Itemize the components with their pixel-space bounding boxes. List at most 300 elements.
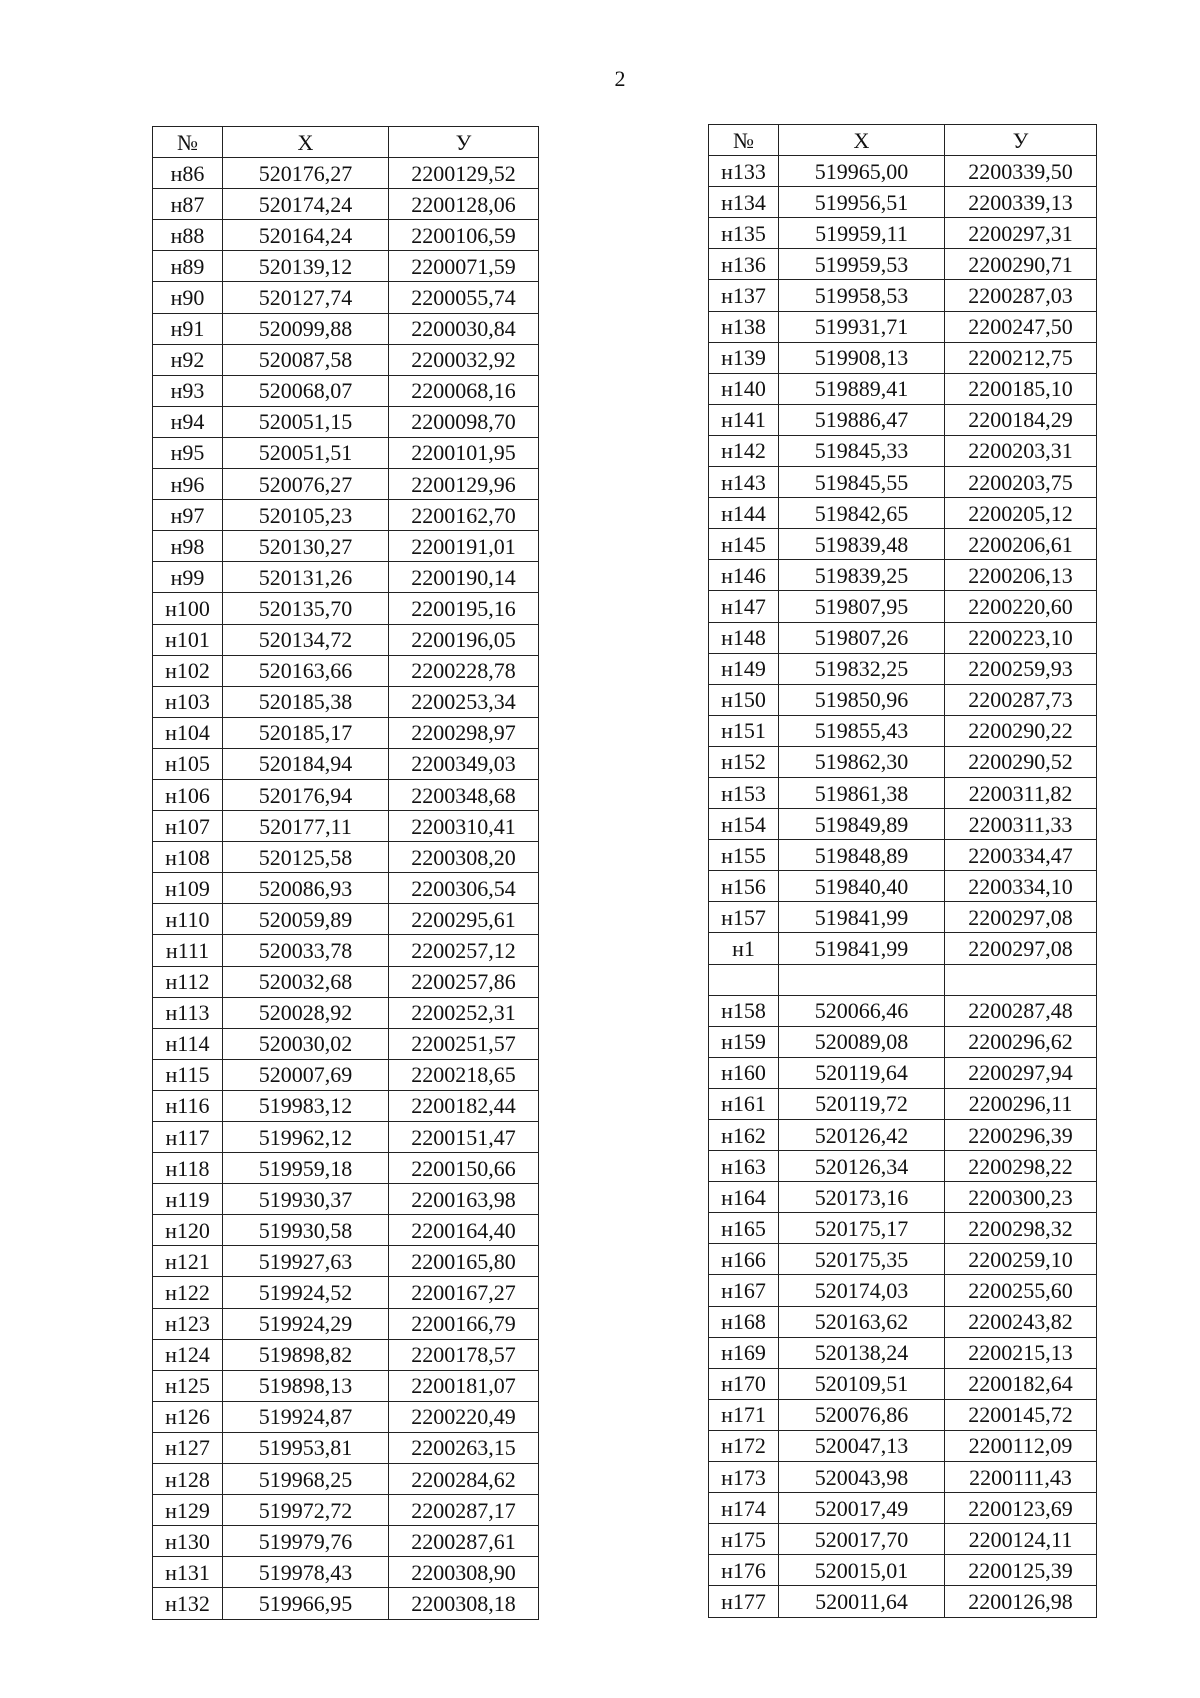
x-coordinate-cell: 519898,13 bbox=[223, 1370, 389, 1401]
point-number-cell: н119 bbox=[153, 1184, 223, 1215]
table-row bbox=[153, 624, 539, 655]
point-number-cell: н100 bbox=[153, 593, 223, 624]
table-row bbox=[709, 1368, 1097, 1399]
x-coordinate-cell: 519807,95 bbox=[779, 591, 945, 622]
x-coordinate-cell: 519807,26 bbox=[779, 622, 945, 653]
point-number-cell: н116 bbox=[153, 1090, 223, 1121]
y-coordinate-cell: 2200297,31 bbox=[945, 218, 1097, 249]
point-number-cell: н157 bbox=[709, 902, 779, 933]
table-row bbox=[709, 1120, 1097, 1151]
table-row bbox=[709, 1275, 1097, 1306]
point-number-cell: н164 bbox=[709, 1182, 779, 1213]
y-coordinate-cell: 2200310,41 bbox=[389, 811, 539, 842]
coordinates-table-right bbox=[708, 124, 1097, 1618]
point-number-cell: н131 bbox=[153, 1557, 223, 1588]
table-row bbox=[709, 1151, 1097, 1182]
table-row bbox=[709, 653, 1097, 684]
x-coordinate-cell: 520127,74 bbox=[223, 282, 389, 313]
point-number-cell: н123 bbox=[153, 1308, 223, 1339]
table-row bbox=[153, 1432, 539, 1463]
table-row bbox=[153, 1339, 539, 1370]
table-row bbox=[153, 1277, 539, 1308]
y-coordinate-cell: 2200298,97 bbox=[389, 717, 539, 748]
table-row bbox=[709, 498, 1097, 529]
table-row bbox=[153, 655, 539, 686]
point-number-cell: н172 bbox=[709, 1430, 779, 1461]
point-number-cell: н145 bbox=[709, 529, 779, 560]
table-row bbox=[153, 966, 539, 997]
coordinates-table-left bbox=[152, 126, 539, 1620]
x-coordinate-cell: 520089,08 bbox=[779, 1026, 945, 1057]
x-coordinate-cell: 519966,95 bbox=[223, 1588, 389, 1619]
table-row bbox=[153, 1464, 539, 1495]
y-coordinate-cell: 2200257,86 bbox=[389, 966, 539, 997]
x-coordinate-cell: 520066,46 bbox=[779, 995, 945, 1026]
point-number-cell: н155 bbox=[709, 840, 779, 871]
y-coordinate-cell: 2200252,31 bbox=[389, 997, 539, 1028]
table-row bbox=[709, 1399, 1097, 1430]
point-number-cell: н173 bbox=[709, 1462, 779, 1493]
table-row bbox=[153, 282, 539, 313]
y-coordinate-cell: 2200203,75 bbox=[945, 467, 1097, 498]
x-coordinate-cell: 519924,87 bbox=[223, 1401, 389, 1432]
table-row bbox=[709, 871, 1097, 902]
table-row bbox=[709, 249, 1097, 280]
point-number-cell: н95 bbox=[153, 437, 223, 468]
point-number-cell: н139 bbox=[709, 342, 779, 373]
x-coordinate-cell: 520047,13 bbox=[779, 1430, 945, 1461]
y-coordinate-cell: 2200349,03 bbox=[389, 748, 539, 779]
table-row bbox=[709, 1244, 1097, 1275]
point-number-cell: н109 bbox=[153, 873, 223, 904]
point-number-cell: н89 bbox=[153, 251, 223, 282]
x-coordinate-cell: 519889,41 bbox=[779, 373, 945, 404]
x-coordinate-cell: 519839,25 bbox=[779, 560, 945, 591]
point-number-cell: н162 bbox=[709, 1120, 779, 1151]
x-coordinate-cell: 519841,99 bbox=[779, 933, 945, 964]
x-coordinate-cell: 519845,55 bbox=[779, 467, 945, 498]
table-row bbox=[709, 373, 1097, 404]
point-number-cell: н104 bbox=[153, 717, 223, 748]
table-row bbox=[709, 280, 1097, 311]
point-number-cell: н105 bbox=[153, 748, 223, 779]
x-coordinate-cell: 520176,27 bbox=[223, 158, 389, 189]
x-coordinate-cell: 519962,12 bbox=[223, 1122, 389, 1153]
y-coordinate-cell: 2200178,57 bbox=[389, 1339, 539, 1370]
table-row bbox=[709, 311, 1097, 342]
x-coordinate-cell: 520164,24 bbox=[223, 220, 389, 251]
x-coordinate-cell: 519979,76 bbox=[223, 1526, 389, 1557]
header-number: № bbox=[709, 125, 779, 156]
table-row bbox=[709, 187, 1097, 218]
y-coordinate-cell: 2200030,84 bbox=[389, 313, 539, 344]
point-number-cell: н151 bbox=[709, 715, 779, 746]
point-number-cell: н124 bbox=[153, 1339, 223, 1370]
y-coordinate-cell: 2200311,33 bbox=[945, 809, 1097, 840]
x-coordinate-cell: 520126,34 bbox=[779, 1151, 945, 1182]
point-number-cell: н125 bbox=[153, 1370, 223, 1401]
x-coordinate-cell: 520076,27 bbox=[223, 469, 389, 500]
x-coordinate-cell: 519861,38 bbox=[779, 777, 945, 808]
table-row bbox=[153, 1090, 539, 1121]
table-row bbox=[153, 500, 539, 531]
x-coordinate-cell: 520177,11 bbox=[223, 811, 389, 842]
x-coordinate-cell: 519855,43 bbox=[779, 715, 945, 746]
point-number-cell: н120 bbox=[153, 1215, 223, 1246]
table-row bbox=[709, 715, 1097, 746]
y-coordinate-cell: 2200098,70 bbox=[389, 406, 539, 437]
table-row bbox=[153, 842, 539, 873]
table-row bbox=[153, 562, 539, 593]
header-x: X bbox=[223, 127, 389, 158]
point-number-cell: н138 bbox=[709, 311, 779, 342]
y-coordinate-cell: 2200334,10 bbox=[945, 871, 1097, 902]
table-row bbox=[709, 1213, 1097, 1244]
header-y: У bbox=[945, 125, 1097, 156]
x-coordinate-cell: 519978,43 bbox=[223, 1557, 389, 1588]
table-header-row bbox=[153, 127, 539, 158]
y-coordinate-cell: 2200255,60 bbox=[945, 1275, 1097, 1306]
point-number-cell: н135 bbox=[709, 218, 779, 249]
point-number-cell: н106 bbox=[153, 779, 223, 810]
x-coordinate-cell: 520068,07 bbox=[223, 375, 389, 406]
point-number-cell: н140 bbox=[709, 373, 779, 404]
y-coordinate-cell: 2200296,11 bbox=[945, 1088, 1097, 1119]
table-row bbox=[153, 904, 539, 935]
y-coordinate-cell: 2200295,61 bbox=[389, 904, 539, 935]
x-coordinate-cell: 519959,53 bbox=[779, 249, 945, 280]
y-coordinate-cell: 2200182,44 bbox=[389, 1090, 539, 1121]
y-coordinate-cell: 2200191,01 bbox=[389, 531, 539, 562]
y-coordinate-cell: 2200150,66 bbox=[389, 1153, 539, 1184]
y-coordinate-cell: 2200296,62 bbox=[945, 1026, 1097, 1057]
table-row bbox=[153, 469, 539, 500]
table-row bbox=[153, 779, 539, 810]
point-number-cell: н103 bbox=[153, 686, 223, 717]
point-number-cell: н134 bbox=[709, 187, 779, 218]
x-coordinate-cell: 520007,69 bbox=[223, 1059, 389, 1090]
table-row bbox=[709, 1586, 1097, 1617]
x-coordinate-cell: 520051,51 bbox=[223, 437, 389, 468]
y-coordinate-cell: 2200339,50 bbox=[945, 156, 1097, 187]
table-row bbox=[153, 1215, 539, 1246]
x-coordinate-cell: 519839,48 bbox=[779, 529, 945, 560]
y-coordinate-cell: 2200124,11 bbox=[945, 1524, 1097, 1555]
table-row bbox=[153, 437, 539, 468]
x-coordinate-cell: 520086,93 bbox=[223, 873, 389, 904]
table-row bbox=[709, 995, 1097, 1026]
x-coordinate-cell: 519956,51 bbox=[779, 187, 945, 218]
y-coordinate-cell: 2200129,96 bbox=[389, 469, 539, 500]
point-number-cell: н115 bbox=[153, 1059, 223, 1090]
y-coordinate-cell: 2200106,59 bbox=[389, 220, 539, 251]
y-coordinate-cell: 2200247,50 bbox=[945, 311, 1097, 342]
y-coordinate-cell: 2200190,14 bbox=[389, 562, 539, 593]
point-number-cell: н176 bbox=[709, 1555, 779, 1586]
point-number-cell: н111 bbox=[153, 935, 223, 966]
point-number-cell: н118 bbox=[153, 1153, 223, 1184]
point-number-cell: н168 bbox=[709, 1306, 779, 1337]
y-coordinate-cell: 2200287,61 bbox=[389, 1526, 539, 1557]
x-coordinate-cell: 520043,98 bbox=[779, 1462, 945, 1493]
header-y: У bbox=[389, 127, 539, 158]
point-number-cell: н150 bbox=[709, 684, 779, 715]
x-coordinate-cell: 519972,72 bbox=[223, 1495, 389, 1526]
y-coordinate-cell: 2200181,07 bbox=[389, 1370, 539, 1401]
table-row bbox=[153, 313, 539, 344]
table-row bbox=[153, 1557, 539, 1588]
y-coordinate-cell: 2200297,94 bbox=[945, 1057, 1097, 1088]
y-coordinate-cell: 2200184,29 bbox=[945, 404, 1097, 435]
x-coordinate-cell: 520174,03 bbox=[779, 1275, 945, 1306]
table-row bbox=[153, 1588, 539, 1619]
point-number-cell: н102 bbox=[153, 655, 223, 686]
y-coordinate-cell: 2200220,60 bbox=[945, 591, 1097, 622]
point-number-cell: н128 bbox=[153, 1464, 223, 1495]
y-coordinate-cell: 2200223,10 bbox=[945, 622, 1097, 653]
y-coordinate-cell: 2200228,78 bbox=[389, 655, 539, 686]
y-coordinate-cell: 2200151,47 bbox=[389, 1122, 539, 1153]
x-coordinate-cell: 520131,26 bbox=[223, 562, 389, 593]
y-coordinate-cell: 2200298,22 bbox=[945, 1151, 1097, 1182]
point-number-cell: н167 bbox=[709, 1275, 779, 1306]
point-number-cell: н166 bbox=[709, 1244, 779, 1275]
x-coordinate-cell: 520028,92 bbox=[223, 997, 389, 1028]
table-row bbox=[709, 746, 1097, 777]
table-row bbox=[153, 158, 539, 189]
x-coordinate-cell: 519930,58 bbox=[223, 1215, 389, 1246]
point-number-cell: н129 bbox=[153, 1495, 223, 1526]
page-number: 2 bbox=[614, 66, 626, 91]
y-coordinate-cell: 2200145,72 bbox=[945, 1399, 1097, 1430]
y-coordinate-cell bbox=[945, 964, 1097, 995]
point-number-cell: н141 bbox=[709, 404, 779, 435]
table-row bbox=[153, 748, 539, 779]
table-row bbox=[709, 1182, 1097, 1213]
point-number-cell: н99 bbox=[153, 562, 223, 593]
point-number-cell: н142 bbox=[709, 435, 779, 466]
y-coordinate-cell: 2200311,82 bbox=[945, 777, 1097, 808]
point-number-cell: н146 bbox=[709, 560, 779, 591]
table-row bbox=[153, 686, 539, 717]
point-number-cell: н174 bbox=[709, 1493, 779, 1524]
point-number-cell: н98 bbox=[153, 531, 223, 562]
y-coordinate-cell: 2200128,06 bbox=[389, 189, 539, 220]
y-coordinate-cell: 2200167,27 bbox=[389, 1277, 539, 1308]
point-number-cell: н132 bbox=[153, 1588, 223, 1619]
y-coordinate-cell: 2200032,92 bbox=[389, 344, 539, 375]
y-coordinate-cell: 2200123,69 bbox=[945, 1493, 1097, 1524]
x-coordinate-cell: 520059,89 bbox=[223, 904, 389, 935]
point-number-cell: н122 bbox=[153, 1277, 223, 1308]
table-row bbox=[709, 435, 1097, 466]
x-coordinate-cell: 520033,78 bbox=[223, 935, 389, 966]
point-number-cell: н169 bbox=[709, 1337, 779, 1368]
point-number-cell: н96 bbox=[153, 469, 223, 500]
y-coordinate-cell: 2200071,59 bbox=[389, 251, 539, 282]
x-coordinate-cell: 519840,40 bbox=[779, 871, 945, 902]
point-number-cell: н136 bbox=[709, 249, 779, 280]
table-row bbox=[709, 218, 1097, 249]
point-number-cell: н87 bbox=[153, 189, 223, 220]
table-row bbox=[709, 1026, 1097, 1057]
x-coordinate-cell: 519983,12 bbox=[223, 1090, 389, 1121]
x-coordinate-cell: 520017,49 bbox=[779, 1493, 945, 1524]
y-coordinate-cell: 2200300,23 bbox=[945, 1182, 1097, 1213]
x-coordinate-cell: 520134,72 bbox=[223, 624, 389, 655]
y-coordinate-cell: 2200165,80 bbox=[389, 1246, 539, 1277]
point-number-cell: н93 bbox=[153, 375, 223, 406]
point-number-cell: н133 bbox=[709, 156, 779, 187]
table-row bbox=[153, 1028, 539, 1059]
point-number-cell: н90 bbox=[153, 282, 223, 313]
table-row bbox=[709, 1306, 1097, 1337]
x-coordinate-cell: 519841,99 bbox=[779, 902, 945, 933]
x-coordinate-cell: 519842,65 bbox=[779, 498, 945, 529]
y-coordinate-cell: 2200339,13 bbox=[945, 187, 1097, 218]
point-number-cell: н108 bbox=[153, 842, 223, 873]
table-row bbox=[709, 933, 1097, 964]
x-coordinate-cell: 519930,37 bbox=[223, 1184, 389, 1215]
point-number-cell: н158 bbox=[709, 995, 779, 1026]
table-row bbox=[153, 531, 539, 562]
point-number-cell: н94 bbox=[153, 406, 223, 437]
y-coordinate-cell: 2200055,74 bbox=[389, 282, 539, 313]
x-coordinate-cell: 520015,01 bbox=[779, 1555, 945, 1586]
point-number-cell: н121 bbox=[153, 1246, 223, 1277]
table-row bbox=[709, 1555, 1097, 1586]
y-coordinate-cell: 2200308,90 bbox=[389, 1557, 539, 1588]
point-number-cell bbox=[709, 964, 779, 995]
header-number: № bbox=[153, 127, 223, 158]
y-coordinate-cell: 2200101,95 bbox=[389, 437, 539, 468]
point-number-cell: н161 bbox=[709, 1088, 779, 1119]
y-coordinate-cell: 2200290,22 bbox=[945, 715, 1097, 746]
y-coordinate-cell: 2200298,32 bbox=[945, 1213, 1097, 1244]
point-number-cell: н147 bbox=[709, 591, 779, 622]
x-coordinate-cell: 520099,88 bbox=[223, 313, 389, 344]
point-number-cell: н114 bbox=[153, 1028, 223, 1059]
x-coordinate-cell: 520119,72 bbox=[779, 1088, 945, 1119]
y-coordinate-cell: 2200185,10 bbox=[945, 373, 1097, 404]
x-coordinate-cell: 519886,47 bbox=[779, 404, 945, 435]
point-number-cell: н113 bbox=[153, 997, 223, 1028]
y-coordinate-cell: 2200206,61 bbox=[945, 529, 1097, 560]
y-coordinate-cell: 2200182,64 bbox=[945, 1368, 1097, 1399]
y-coordinate-cell: 2200112,09 bbox=[945, 1430, 1097, 1461]
table-row bbox=[153, 1401, 539, 1432]
y-coordinate-cell: 2200348,68 bbox=[389, 779, 539, 810]
point-number-cell: н144 bbox=[709, 498, 779, 529]
x-coordinate-cell: 520185,38 bbox=[223, 686, 389, 717]
y-coordinate-cell: 2200111,43 bbox=[945, 1462, 1097, 1493]
x-coordinate-cell: 519832,25 bbox=[779, 653, 945, 684]
point-number-cell: н152 bbox=[709, 746, 779, 777]
point-number-cell: н126 bbox=[153, 1401, 223, 1432]
table-row bbox=[709, 342, 1097, 373]
point-number-cell: н153 bbox=[709, 777, 779, 808]
table-row bbox=[153, 375, 539, 406]
x-coordinate-cell: 520011,64 bbox=[779, 1586, 945, 1617]
table-row bbox=[153, 1122, 539, 1153]
x-coordinate-cell: 520087,58 bbox=[223, 344, 389, 375]
y-coordinate-cell: 2200166,79 bbox=[389, 1308, 539, 1339]
table-row bbox=[709, 622, 1097, 653]
point-number-cell: н107 bbox=[153, 811, 223, 842]
y-coordinate-cell: 2200253,34 bbox=[389, 686, 539, 717]
y-coordinate-cell: 2200259,10 bbox=[945, 1244, 1097, 1275]
x-coordinate-cell: 519927,63 bbox=[223, 1246, 389, 1277]
point-number-cell: н130 bbox=[153, 1526, 223, 1557]
table-row bbox=[709, 591, 1097, 622]
y-coordinate-cell: 2200308,20 bbox=[389, 842, 539, 873]
x-coordinate-cell: 519953,81 bbox=[223, 1432, 389, 1463]
y-coordinate-cell: 2200284,62 bbox=[389, 1464, 539, 1495]
x-coordinate-cell: 520126,42 bbox=[779, 1120, 945, 1151]
table-row bbox=[153, 811, 539, 842]
y-coordinate-cell: 2200296,39 bbox=[945, 1120, 1097, 1151]
x-coordinate-cell: 519968,25 bbox=[223, 1464, 389, 1495]
x-coordinate-cell: 520163,66 bbox=[223, 655, 389, 686]
x-coordinate-cell: 520185,17 bbox=[223, 717, 389, 748]
y-coordinate-cell: 2200126,98 bbox=[945, 1586, 1097, 1617]
table-row bbox=[153, 1246, 539, 1277]
x-coordinate-cell: 519959,18 bbox=[223, 1153, 389, 1184]
y-coordinate-cell: 2200164,40 bbox=[389, 1215, 539, 1246]
point-number-cell: н156 bbox=[709, 871, 779, 902]
y-coordinate-cell: 2200243,82 bbox=[945, 1306, 1097, 1337]
table-row bbox=[709, 1524, 1097, 1555]
table-row bbox=[153, 717, 539, 748]
y-coordinate-cell: 2200205,12 bbox=[945, 498, 1097, 529]
x-coordinate-cell: 520174,24 bbox=[223, 189, 389, 220]
table-row bbox=[153, 1184, 539, 1215]
y-coordinate-cell: 2200287,03 bbox=[945, 280, 1097, 311]
y-coordinate-cell: 2200306,54 bbox=[389, 873, 539, 904]
header-x: X bbox=[779, 125, 945, 156]
x-coordinate-cell: 519931,71 bbox=[779, 311, 945, 342]
table-row bbox=[709, 684, 1097, 715]
y-coordinate-cell: 2200308,18 bbox=[389, 1588, 539, 1619]
x-coordinate-cell: 520105,23 bbox=[223, 500, 389, 531]
y-coordinate-cell: 2200218,65 bbox=[389, 1059, 539, 1090]
table-row bbox=[709, 467, 1097, 498]
point-number-cell: н91 bbox=[153, 313, 223, 344]
y-coordinate-cell: 2200257,12 bbox=[389, 935, 539, 966]
point-number-cell: н86 bbox=[153, 158, 223, 189]
y-coordinate-cell: 2200220,49 bbox=[389, 1401, 539, 1432]
table-row bbox=[153, 1526, 539, 1557]
y-coordinate-cell: 2200125,39 bbox=[945, 1555, 1097, 1586]
x-coordinate-cell bbox=[779, 964, 945, 995]
table-row bbox=[153, 220, 539, 251]
table-row bbox=[153, 344, 539, 375]
table-row bbox=[709, 560, 1097, 591]
x-coordinate-cell: 520176,94 bbox=[223, 779, 389, 810]
point-number-cell: н143 bbox=[709, 467, 779, 498]
table-row bbox=[709, 809, 1097, 840]
x-coordinate-cell: 520163,62 bbox=[779, 1306, 945, 1337]
table-row bbox=[153, 251, 539, 282]
y-coordinate-cell: 2200068,16 bbox=[389, 375, 539, 406]
point-number-cell: н165 bbox=[709, 1213, 779, 1244]
x-coordinate-cell: 520125,58 bbox=[223, 842, 389, 873]
x-coordinate-cell: 520109,51 bbox=[779, 1368, 945, 1399]
table-row bbox=[709, 1337, 1097, 1368]
table-row bbox=[709, 1430, 1097, 1461]
x-coordinate-cell: 519850,96 bbox=[779, 684, 945, 715]
table-row bbox=[153, 1153, 539, 1184]
